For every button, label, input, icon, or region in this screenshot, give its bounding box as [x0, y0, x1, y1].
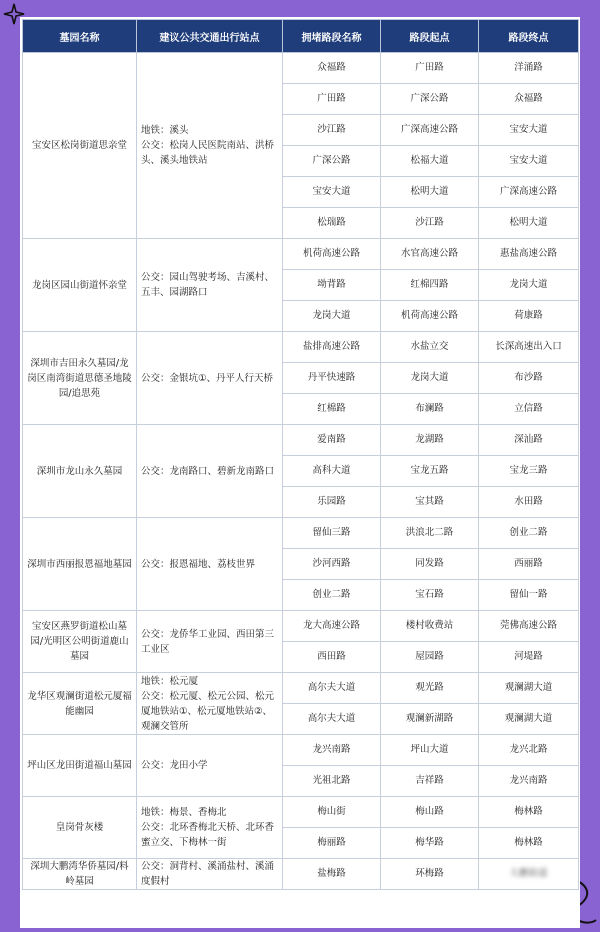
cemetery-name-cell: 皇岗骨灰楼 [23, 797, 137, 859]
header-road-start: 路段起点 [381, 20, 479, 53]
road-end-cell: 荷康路 [479, 301, 579, 332]
road-start-cell: 广田路 [381, 53, 479, 84]
road-end-cell: 立信路 [479, 394, 579, 425]
table-row [23, 53, 579, 84]
road-end-cell: 水田路 [479, 487, 579, 518]
road-start-cell: 红棉四路 [381, 270, 479, 301]
road-name-cell: 丹平快速路 [283, 363, 381, 394]
road-end-cell: 龙兴北路 [479, 735, 579, 766]
road-end-cell: 观澜湖大道 [479, 673, 579, 704]
table-row [23, 673, 579, 704]
road-start-cell: 观澜新湖路 [381, 704, 479, 735]
road-end-cell: 惠盐高速公路 [479, 239, 579, 270]
road-start-cell: 龙湖路 [381, 425, 479, 456]
road-end-cell: 留仙一路 [479, 580, 579, 611]
road-name-cell: 龙岗大道 [283, 301, 381, 332]
road-end-cell: 松明大道 [479, 208, 579, 239]
transit-stops-cell [137, 797, 283, 859]
header-road-name: 拥堵路段名称 [283, 20, 381, 53]
road-start-cell: 吉祥路 [381, 766, 479, 797]
road-end-cell: 创业二路 [479, 518, 579, 549]
transit-stop-line: 公交：龙南路口、碧新龙南路口 [141, 465, 275, 477]
road-name-cell: 留仙三路 [283, 518, 381, 549]
road-end-cell: 大鹏街道 [479, 859, 579, 890]
road-name-cell: 西田路 [283, 642, 381, 673]
table-row [23, 425, 579, 456]
road-start-cell: 洪浪北二路 [381, 518, 479, 549]
road-end-cell: 长深高速出入口 [479, 332, 579, 363]
congestion-table [22, 19, 579, 890]
road-start-cell: 宝石路 [381, 580, 479, 611]
road-name-cell: 盐梅路 [283, 859, 381, 890]
road-start-cell: 沙江路 [381, 208, 479, 239]
header-cemetery: 墓园名称 [23, 20, 137, 53]
road-end-cell: 龙兴南路 [479, 766, 579, 797]
road-end-cell: 众福路 [479, 84, 579, 115]
road-name-cell: 梅山街 [283, 797, 381, 828]
transit-stop-line: 公交：洞背村、溪涌盐村、溪涌度假村 [141, 861, 275, 887]
road-name-cell: 梅丽路 [283, 828, 381, 859]
road-name-cell: 龙兴南路 [283, 735, 381, 766]
road-name-cell: 爱南路 [283, 425, 381, 456]
header-transit-stops: 建议公共交通出行站点 [137, 20, 283, 53]
transit-stop-line: 公交：松岗人民医院南站、洪桥头、溪头地铁站 [141, 140, 275, 166]
road-end-cell: 观澜湖大道 [479, 704, 579, 735]
road-start-cell: 楼村收费站 [381, 611, 479, 642]
road-start-cell: 宝龙五路 [381, 456, 479, 487]
road-end-cell: 洋涌路 [479, 53, 579, 84]
road-start-cell: 屋园路 [381, 642, 479, 673]
transit-stop-line: 公交：北环香梅北天桥、北环香蜜立交、下梅林一街 [141, 822, 275, 848]
road-end-cell: 梅林路 [479, 797, 579, 828]
cemetery-name-cell: 龙华区观澜街道松元厦福能幽园 [23, 673, 137, 735]
cemetery-name-cell: 深圳市吉田永久墓园/龙岗区南湾街道思德圣地陵园/追思苑 [23, 332, 137, 425]
transit-stops-cell [137, 611, 283, 673]
road-name-cell: 盐排高速公路 [283, 332, 381, 363]
road-name-cell: 宝安大道 [283, 177, 381, 208]
road-start-cell: 坪山大道 [381, 735, 479, 766]
road-start-cell: 广深高速公路 [381, 115, 479, 146]
road-name-cell: 沙河西路 [283, 549, 381, 580]
transit-stop-line: 地铁：松元厦 [141, 675, 199, 687]
road-name-cell: 松瑞路 [283, 208, 381, 239]
road-name-cell: 沙江路 [283, 115, 381, 146]
transit-stop-line: 公交：金银坑①、丹平人行天桥 [141, 372, 274, 384]
road-start-cell: 松福大道 [381, 146, 479, 177]
table-row [23, 239, 579, 270]
transit-stop-line: 公交：龙田小学 [141, 760, 208, 771]
road-name-cell: 高科大道 [283, 456, 381, 487]
cemetery-name-cell: 坪山区龙田街道福山墓园 [23, 735, 137, 797]
road-start-cell: 松明大道 [381, 177, 479, 208]
cemetery-name-cell: 宝安区松岗街道思亲堂 [23, 53, 137, 239]
info-card [20, 17, 580, 928]
road-start-cell: 水盐立交 [381, 332, 479, 363]
road-start-cell: 观光路 [381, 673, 479, 704]
road-end-cell: 龙岗大道 [479, 270, 579, 301]
transit-stops-cell [137, 735, 283, 797]
road-end-cell: 宝安大道 [479, 146, 579, 177]
road-end-cell: 莞佛高速公路 [479, 611, 579, 642]
road-name-cell: 广深公路 [283, 146, 381, 177]
road-start-cell: 水官高速公路 [381, 239, 479, 270]
transit-stops-cell [137, 53, 283, 239]
table-header-row [23, 20, 579, 53]
table-row [23, 611, 579, 642]
road-start-cell: 同发路 [381, 549, 479, 580]
road-start-cell: 环梅路 [381, 859, 479, 890]
road-name-cell: 高尔夫大道 [283, 704, 381, 735]
transit-stops-cell [137, 332, 283, 425]
transit-stop-line: 公交：园山驾驶考场、吉溪村、五丰、园湖路口 [141, 272, 275, 298]
table-row [23, 332, 579, 363]
table-row [23, 735, 579, 766]
road-name-cell: 众福路 [283, 53, 381, 84]
road-start-cell: 梅华路 [381, 828, 479, 859]
transit-stops-cell [137, 673, 283, 735]
cemetery-name-cell: 深圳市龙山永久墓园 [23, 425, 137, 518]
cemetery-name-cell: 深圳市西丽报恩福地墓园 [23, 518, 137, 611]
road-name-cell: 坳背路 [283, 270, 381, 301]
road-end-cell: 梅林路 [479, 828, 579, 859]
transit-stop-line: 公交：龙侨华工业园、西田第三工业区 [141, 628, 275, 655]
transit-stop-line: 公交：报恩福地、荔枝世界 [141, 558, 256, 570]
road-name-cell: 光祖北路 [283, 766, 381, 797]
transit-stops-cell [137, 425, 283, 518]
table-row [23, 859, 579, 890]
road-name-cell: 乐园路 [283, 487, 381, 518]
transit-stop-line: 公交：松元厦、松元公园、松元厦地铁站①、松元厦地铁站②、观澜交管所 [141, 690, 275, 732]
cemetery-name-cell: 龙岗区园山街道怀亲堂 [23, 239, 137, 332]
road-end-cell: 宝安大道 [479, 115, 579, 146]
transit-stops-cell [137, 518, 283, 611]
transit-stop-line: 地铁：溪头 [141, 125, 189, 136]
road-start-cell: 龙岗大道 [381, 363, 479, 394]
road-name-cell: 广田路 [283, 84, 381, 115]
road-start-cell: 机荷高速公路 [381, 301, 479, 332]
road-start-cell: 宝其路 [381, 487, 479, 518]
table-row [23, 797, 579, 828]
road-name-cell: 机荷高速公路 [283, 239, 381, 270]
road-start-cell: 梅山路 [381, 797, 479, 828]
road-name-cell: 红棉路 [283, 394, 381, 425]
road-name-cell: 创业二路 [283, 580, 381, 611]
transit-stops-cell [137, 859, 283, 890]
transit-stop-line: 地铁：梅景、香梅北 [141, 807, 227, 818]
transit-stops-cell [137, 239, 283, 332]
road-end-cell: 宝龙三路 [479, 456, 579, 487]
road-end-cell: 深汕路 [479, 425, 579, 456]
cemetery-name-cell: 深圳大鹏湾华侨墓园/料岭墓园 [23, 859, 137, 890]
table-body [23, 53, 579, 890]
road-start-cell: 广深公路 [381, 84, 479, 115]
road-end-cell: 广深高速公路 [479, 177, 579, 208]
road-name-cell: 龙大高速公路 [283, 611, 381, 642]
road-end-cell: 河堤路 [479, 642, 579, 673]
cemetery-name-cell: 宝安区燕罗街道松山墓园/光明区公明街道鹿山墓园 [23, 611, 137, 673]
road-start-cell: 布澜路 [381, 394, 479, 425]
road-name-cell: 高尔夫大道 [283, 673, 381, 704]
table-row [23, 518, 579, 549]
header-road-end: 路段终点 [479, 20, 579, 53]
road-end-cell: 西丽路 [479, 549, 579, 580]
road-end-cell: 布沙路 [479, 363, 579, 394]
